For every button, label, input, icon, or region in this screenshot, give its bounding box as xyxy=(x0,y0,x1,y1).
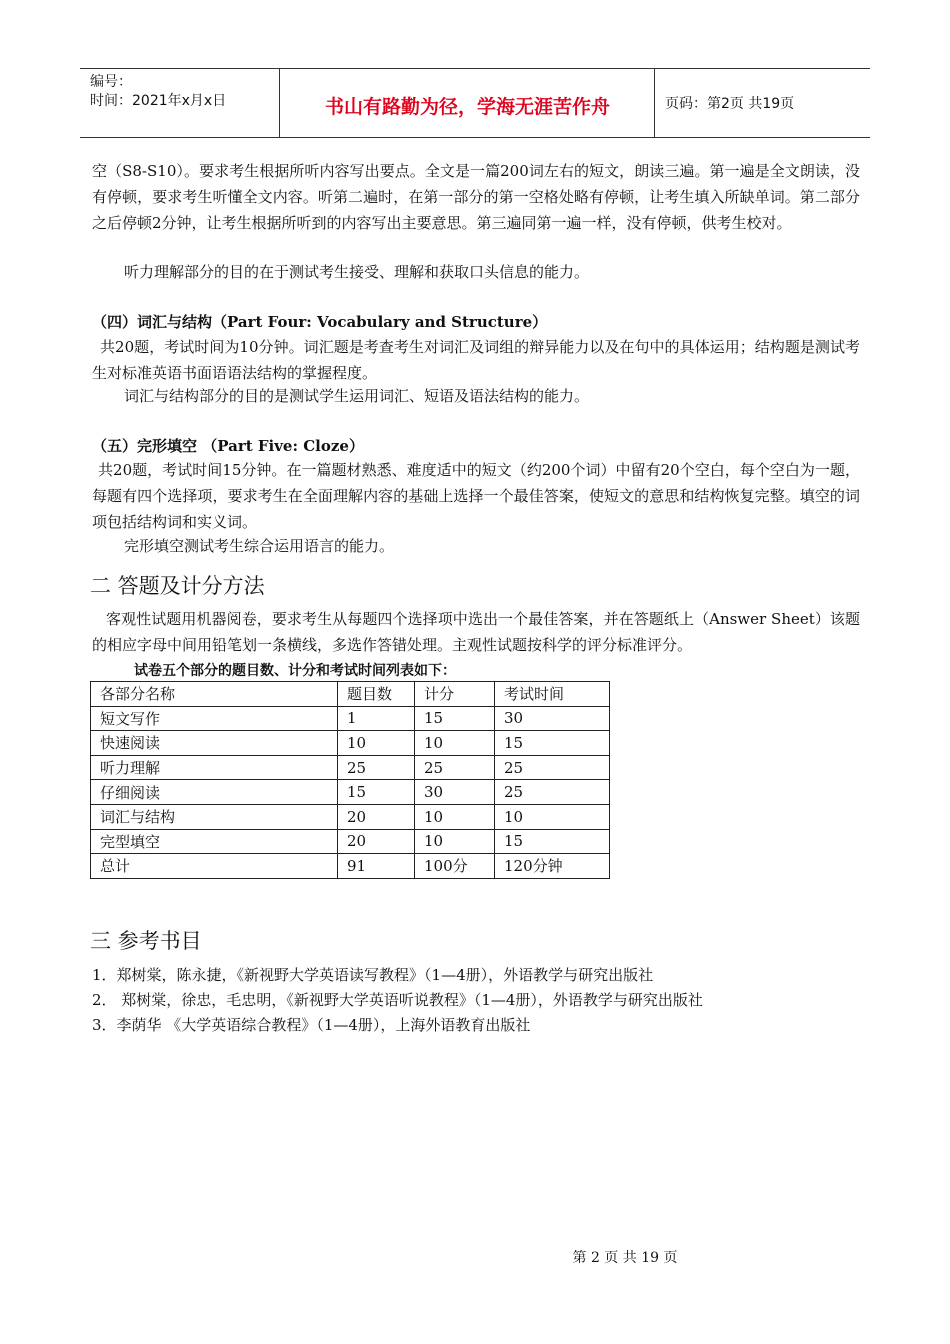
reference-item: 1．郑树棠，陈永捷，《新视野大学英语读写教程》（1—4册），外语教学与研究出版社 xyxy=(92,966,654,984)
table-cell: 10 xyxy=(415,731,495,756)
table-row xyxy=(91,804,610,829)
paragraph-cloze-purpose: 完形填空测试考生综合运用语言的能力。 xyxy=(124,537,395,555)
section-three-heading: 三 参考书目 xyxy=(90,929,202,953)
part-five-heading: （五）完形填空 （Part Five: Cloze） xyxy=(92,437,364,455)
table-row xyxy=(91,755,610,780)
table-cell: 10 xyxy=(415,804,495,829)
table-cell: 120分钟 xyxy=(495,854,610,879)
page-header xyxy=(80,68,870,138)
table-cell: 20 xyxy=(338,829,415,854)
header-motto: 书山有路勤为径，学海无涯苦作舟 xyxy=(324,95,610,118)
page-footer xyxy=(0,1247,950,1267)
paragraph-listening-purpose: 听力理解部分的目的在于测试考生接受、理解和获取口头信息的能力。 xyxy=(124,263,590,281)
table-cell: 91 xyxy=(338,854,415,879)
paragraph-vocabulary-purpose: 词汇与结构部分的目的是测试学生运用词汇、短语及语法结构的能力。 xyxy=(124,387,590,405)
table-cell: 总计 xyxy=(91,854,338,879)
table-cell: 25 xyxy=(495,755,610,780)
table-cell: 30 xyxy=(495,706,610,731)
table-cell: 100分 xyxy=(415,854,495,879)
table-row xyxy=(91,780,610,805)
paragraph-scoring: 客观性试题用机器阅卷，要求考生从每题四个选择项中选出一个最佳答案，并在答题纸上（Answer Sheet）该题的相应字母中间用铅笔划一条横线，多选作答错处理。主观性试题按科学的评分标准评分。 xyxy=(92,610,860,654)
table-cell: 词汇与结构 xyxy=(91,804,338,829)
table-cell: 15 xyxy=(338,780,415,805)
table-cell: 1 xyxy=(338,706,415,731)
table-cell: 10 xyxy=(415,829,495,854)
footer-page-number: 第 2 页 共 19 页 xyxy=(572,1250,678,1266)
header-meta xyxy=(80,69,280,137)
table-cell: 10 xyxy=(338,731,415,756)
table-header-row xyxy=(91,682,610,707)
table-row xyxy=(91,731,610,756)
table-caption: 试卷五个部分的题目数、计分和考试时间列表如下： xyxy=(134,663,456,679)
table-cell: 仔细阅读 xyxy=(91,780,338,805)
reference-item: 2． 郑树棠，徐忠，毛忠明，《新视野大学英语听说教程》（1—4册），外语教学与研究出版社 xyxy=(92,991,703,1009)
header-number: 编号： xyxy=(90,74,132,90)
table-header-cell: 各部分名称 xyxy=(91,682,338,707)
table-header-cell: 题目数 xyxy=(338,682,415,707)
header-time: 时间：2021年x月x日 xyxy=(90,93,227,109)
table-cell: 30 xyxy=(415,780,495,805)
reference-item: 3．李荫华 《大学英语综合教程》（1—4册），上海外语教育出版社 xyxy=(92,1016,531,1034)
section-two-heading: 二 答题及计分方法 xyxy=(90,574,265,598)
header-motto-cell xyxy=(281,69,655,137)
table-cell: 15 xyxy=(415,706,495,731)
table-cell: 25 xyxy=(495,780,610,805)
table-cell: 10 xyxy=(495,804,610,829)
exam-structure-table xyxy=(90,681,610,879)
table-total-row xyxy=(91,854,610,879)
table-header-cell: 计分 xyxy=(415,682,495,707)
table-row xyxy=(91,829,610,854)
table-cell: 短文写作 xyxy=(91,706,338,731)
table-cell: 快速阅读 xyxy=(91,731,338,756)
paragraph-cloze-detail: 共20题，考试时间15分钟。在一篇题材熟悉、难度适中的短文（约200个词）中留有20个空白，每个空白为一题，每题有四个选择项，要求考生在全面理解内容的基础上选择一个最佳答案，使短文的意思和结构恢复完整。填空的词项包括结构词和实义词。 xyxy=(92,461,860,531)
header-page-info: 页码：第2页 共19页 xyxy=(665,96,795,112)
table-cell: 25 xyxy=(415,755,495,780)
paragraph-listening-detail: 空（S8-S10）。要求考生根据所听内容写出要点。全文是一篇200词左右的短文，朗读三遍。第一遍是全文朗读，没有停顿，要求考生听懂全文内容。听第二遍时，在第一部分的第一空格处略有停顿，让考生填入所缺单词。第二部分之后停顿2分钟，让考生根据所听到的内容写出主要意思。第三遍同第一遍一样，没有停顿，供考生校对。 xyxy=(92,162,860,232)
table-cell: 20 xyxy=(338,804,415,829)
table-row xyxy=(91,706,610,731)
part-four-heading: （四）词汇与结构（Part Four: Vocabulary and Structure） xyxy=(92,313,548,331)
table-cell: 完型填空 xyxy=(91,829,338,854)
table-cell: 听力理解 xyxy=(91,755,338,780)
table-cell: 25 xyxy=(338,755,415,780)
table-cell: 15 xyxy=(495,829,610,854)
table-header-cell: 考试时间 xyxy=(495,682,610,707)
table-cell: 15 xyxy=(495,731,610,756)
paragraph-vocabulary-detail: 共20题，考试时间为10分钟。词汇题是考查考生对词汇及词组的辩异能力以及在句中的具体运用；结构题是测试考生对标准英语书面语语法结构的掌握程度。 xyxy=(92,338,860,382)
